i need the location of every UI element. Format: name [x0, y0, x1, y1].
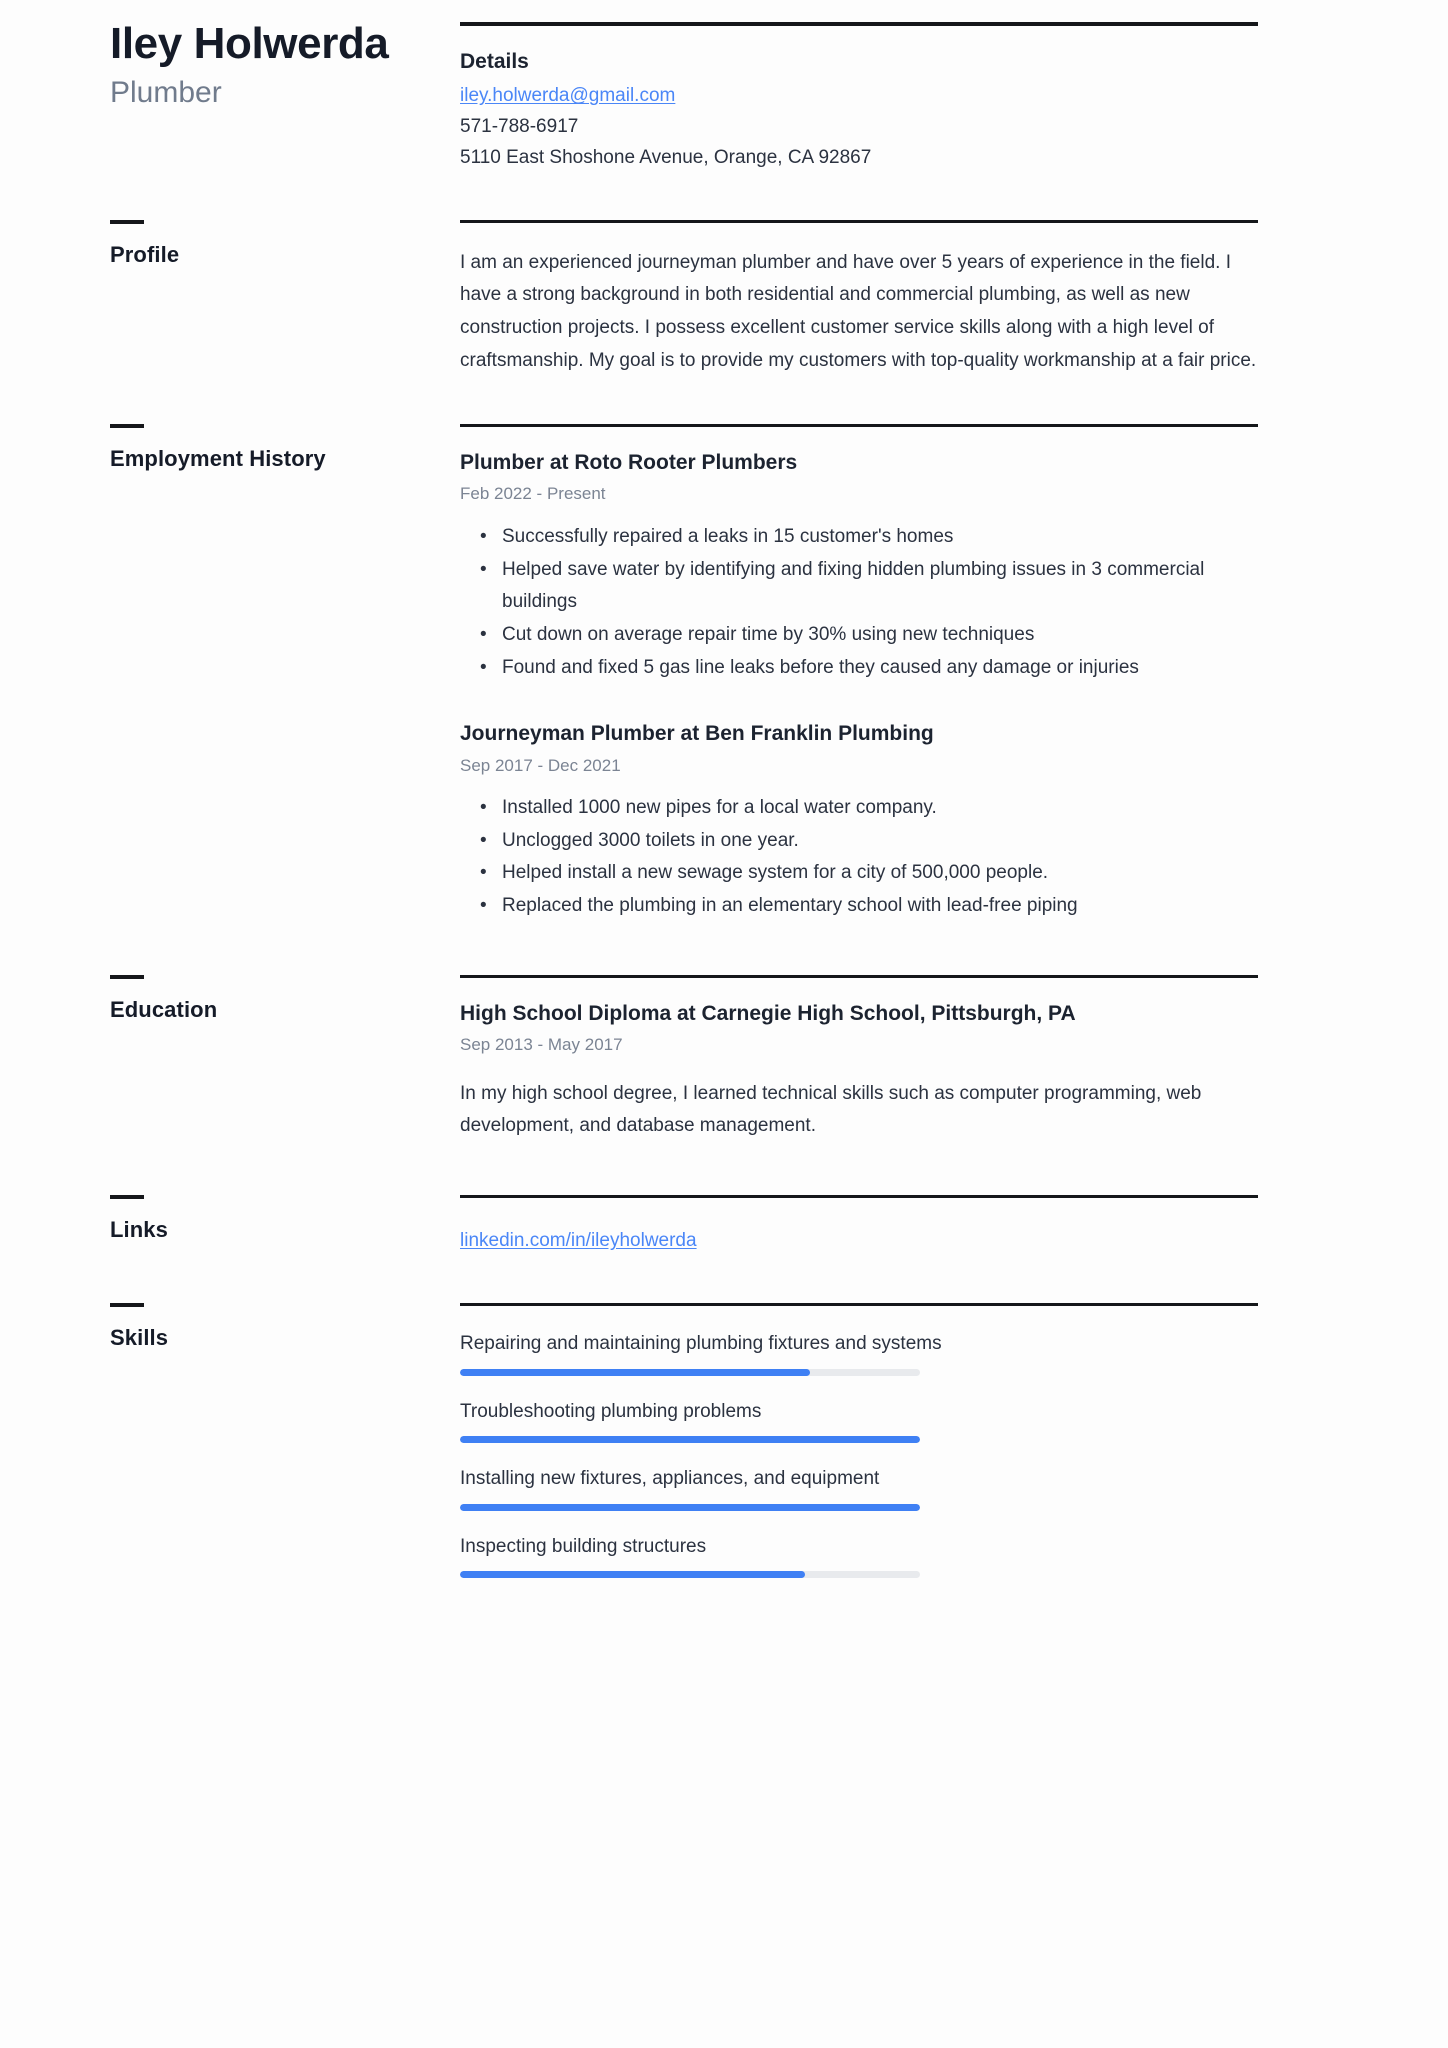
section-tick-icon: [110, 424, 144, 428]
page-title: Iley Holwerda: [110, 19, 389, 68]
skill-label: Inspecting building structures: [460, 1535, 707, 1557]
employment-entry-title: Journeyman Plumber at Ben Franklin Plumbing: [460, 722, 934, 746]
education-entry: [460, 1000, 1260, 1144]
profile-section: [0, 220, 1448, 378]
skills-label-col: [0, 1303, 460, 1351]
employment-section: [0, 424, 1448, 929]
list-item: • Unclogged 3000 toilets in one year.: [502, 825, 1260, 858]
skill-progress-track: [460, 1436, 920, 1443]
section-tick-icon: [110, 220, 144, 224]
employment-entry-dates: Sep 2017 - Dec 2021: [460, 755, 621, 775]
profile-body: [460, 220, 1260, 378]
skill-item: [460, 1533, 1260, 1579]
section-tick-icon: [110, 1195, 144, 1199]
details-block: [460, 0, 1260, 174]
employment-entry: [460, 449, 1260, 684]
email-link-wrap: [460, 81, 1260, 112]
employment-entry-title: Plumber at Roto Rooter Plumbers: [460, 451, 798, 475]
education-section: [0, 975, 1448, 1150]
list-item: • Cut down on average repair time by 30% using new techniques: [502, 619, 1260, 652]
list-item: • Replaced the plumbing in an elementary school with lead-free piping: [502, 890, 1260, 923]
skill-progress-fill: [460, 1504, 920, 1511]
list-item: • Found and fixed 5 gas line leaks before they caused any damage or injuries: [502, 652, 1260, 685]
job-title: Plumber: [110, 75, 222, 109]
education-section-label: Education: [110, 996, 218, 1022]
links-section-label: Links: [110, 1217, 168, 1243]
skill-label: Repairing and maintaining plumbing fixtures and systems: [460, 1333, 942, 1355]
skill-label: Troubleshooting plumbing problems: [460, 1400, 762, 1422]
skills-body: [460, 1303, 1260, 1600]
employment-entry-dates: Feb 2022 - Present: [460, 484, 606, 504]
details-heading: Details: [460, 50, 529, 73]
links-body: [460, 1195, 1260, 1257]
list-item: • Helped install a new sewage system for a city of 500,000 people.: [502, 857, 1260, 890]
education-label-col: [0, 975, 460, 1023]
employment-section-label: Employment History: [110, 446, 326, 472]
skill-item: [460, 1465, 1260, 1511]
skills-section: [0, 1303, 1448, 1600]
skill-progress-track: [460, 1504, 920, 1511]
profile-label-col: [0, 220, 460, 268]
phone-text: 571-788-6917: [460, 116, 579, 138]
skill-progress-track: [460, 1369, 920, 1376]
employment-entry-bullets: [460, 792, 1260, 923]
links-section: [0, 1195, 1448, 1257]
details-divider: [460, 22, 1258, 26]
section-tick-icon: [110, 1303, 144, 1307]
address-text: 5110 East Shoshone Avenue, Orange, CA 92867: [460, 146, 872, 168]
linkedin-link[interactable]: linkedin.com/in/ileyholwerda: [460, 1230, 697, 1252]
education-body: [460, 975, 1260, 1150]
education-entry-description: In my high school degree, I learned technical skills such as computer programming, web development, and database management.: [460, 1082, 1202, 1137]
list-item: • Successfully repaired a leaks in 15 customer's homes: [502, 521, 1260, 554]
email-link[interactable]: iley.holwerda@gmail.com: [460, 85, 676, 107]
skills-section-label: Skills: [110, 1325, 169, 1351]
skill-progress-fill: [460, 1369, 810, 1376]
skill-progress-fill: [460, 1571, 805, 1578]
skill-progress-fill: [460, 1436, 920, 1443]
skill-label: Installing new fixtures, appliances, and equipment: [460, 1468, 880, 1490]
identity-block: [0, 0, 460, 110]
skill-progress-track: [460, 1571, 920, 1578]
profile-text: I am an experienced journeyman plumber and have over 5 years of experience in the field. I have a strong background in both residential and commercial plumbing, as well as new construction projects. I possess excellent customer service skills along with a high level of craftsmanship. My goal is to provide my customers with top-quality workmanship at a fair price.: [460, 251, 1257, 372]
employment-entry-bullets: [460, 521, 1260, 684]
profile-section-label: Profile: [110, 241, 180, 267]
section-tick-icon: [110, 975, 144, 979]
skill-item: [460, 1330, 1260, 1376]
education-entry-dates: Sep 2013 - May 2017: [460, 1035, 623, 1055]
list-item: • Installed 1000 new pipes for a local water company.: [502, 792, 1260, 825]
skill-item: [460, 1398, 1260, 1444]
links-label-col: [0, 1195, 460, 1243]
employment-label-col: [0, 424, 460, 472]
employment-entry: [460, 720, 1260, 923]
education-entry-title: High School Diploma at Carnegie High School, Pittsburgh, PA: [460, 1001, 1076, 1025]
list-item: • Helped save water by identifying and fixing hidden plumbing issues in 3 commercial buildings: [502, 554, 1260, 619]
employment-body: [460, 424, 1260, 929]
header-section: [0, 0, 1448, 174]
